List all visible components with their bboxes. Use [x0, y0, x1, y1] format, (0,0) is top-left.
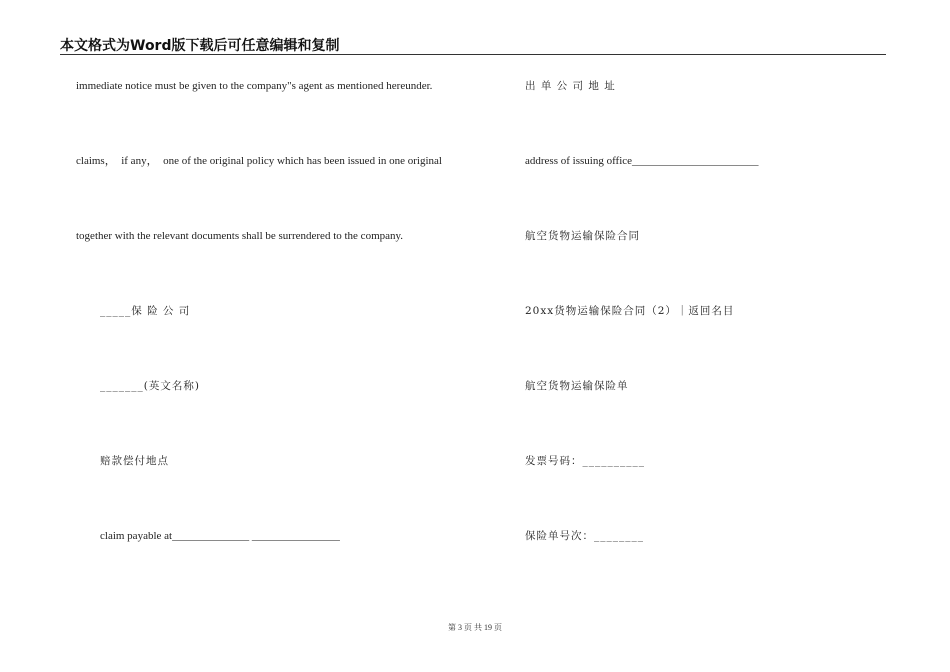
left-line-documents: together with the relevant documents shall be surrendered to the company. — [76, 230, 404, 242]
right-line-policy-number: 保险单号次：________ — [525, 530, 644, 542]
left-line-claim-place: 赔款偿付地点 — [100, 455, 169, 467]
right-line-return-link[interactable]: 20xx货物运输保险合同（2）｜返回名目 — [525, 305, 735, 317]
right-line-invoice-number: 发票号码：__________ — [525, 455, 645, 467]
left-line-claim-payable: claim payable at______________ ________________ — [100, 530, 340, 542]
left-line-claims: claims， if any， one of the original policy which has been issued in one original — [76, 155, 442, 167]
right-line-contract-title: 航空货物运输保险合同 — [525, 230, 640, 242]
left-line-insurance-company: _____保 险 公 司 — [100, 305, 191, 317]
left-line-english-name: _______(英文名称) — [100, 380, 200, 392]
left-line-notice: immediate notice must be given to the company"s agent as mentioned hereunder. — [76, 80, 433, 92]
page-number: 第 3 页 共 19 页 — [448, 623, 502, 632]
right-line-policy-title: 航空货物运输保险单 — [525, 380, 629, 392]
page-header — [60, 34, 886, 55]
header-title: 本文格式为Word版下载后可任意编辑和复制 — [60, 38, 340, 54]
right-line-issuing-address-cn: 出 单 公 司 地 址 — [525, 80, 616, 92]
right-line-issuing-address: address of issuing office_______________________ — [525, 155, 759, 167]
